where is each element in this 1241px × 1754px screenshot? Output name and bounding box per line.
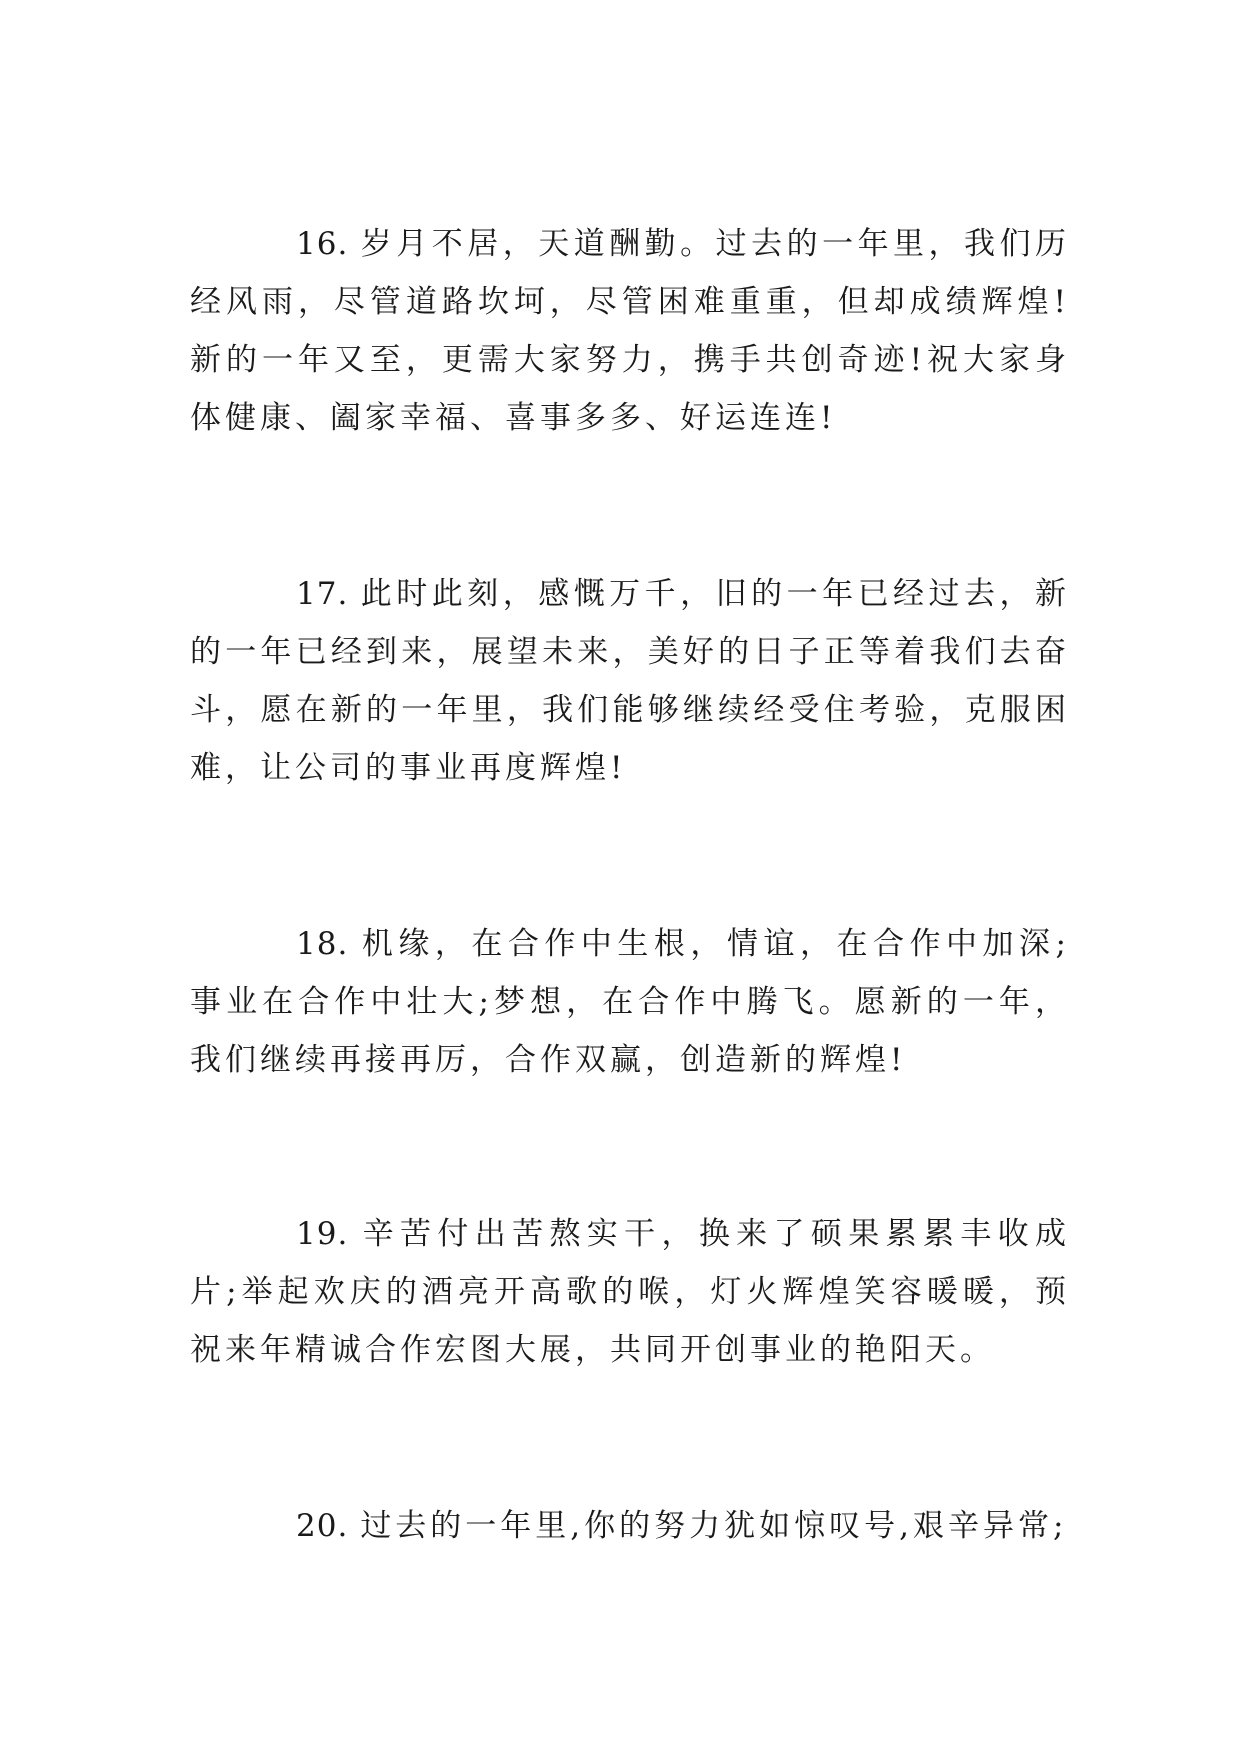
paragraph-20 [190,1497,1070,1555]
paragraph-number: 16. [296,226,349,262]
paragraph-16 [190,215,1070,447]
paragraph-text: 此时此刻，感慨万千，旧的一年已经过去，新的一年已经到来，展望未来，美好的日子正等着我们去奋斗，愿在新的一年里，我们能够继续经受住考验，克服困难，让公司的事业再度辉煌! [190,576,1070,786]
paragraph-number: 17. [296,576,349,612]
paragraph-text: 过去的一年里,你的努力犹如惊叹号,艰辛异常; [360,1508,1068,1544]
paragraph-text: 机缘，在合作中生根，情谊，在合作中加深;事业在合作中壮大;梦想，在合作中腾飞。愿新的一年，我们继续再接再厉，合作双赢，创造新的辉煌! [190,926,1070,1078]
paragraph-19 [190,1205,1070,1379]
paragraph-number: 20. [296,1508,349,1544]
paragraph-number: 18. [296,926,349,962]
paragraph-number: 19. [296,1216,349,1252]
paragraph-17 [190,565,1070,797]
paragraph-18 [190,915,1070,1089]
paragraph-text: 辛苦付出苦熬实干，换来了硕果累累丰收成片;举起欢庆的酒亮开高歌的喉，灯火辉煌笑容暖暖，预祝来年精诚合作宏图大展，共同开创事业的艳阳天。 [190,1216,1070,1368]
paragraph-text: 岁月不居，天道酬勤。过去的一年里，我们历经风雨，尽管道路坎坷，尽管困难重重，但却成绩辉煌!新的一年又至，更需大家努力，携手共创奇迹!祝大家身体健康、阖家幸福、喜事多多、好运连连! [190,226,1070,436]
